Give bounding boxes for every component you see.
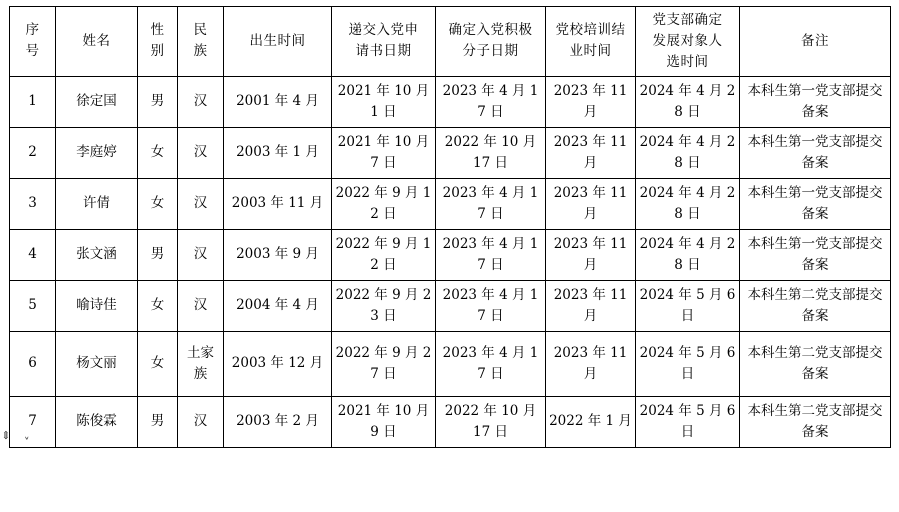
column-header-name (56, 7, 138, 77)
cell-gender: 女 (138, 127, 178, 178)
column-header-application-date (332, 7, 436, 77)
column-header-application-date-line-2: 请书日期 (355, 43, 412, 60)
table-row (10, 178, 891, 229)
cell-training-date: 2023 年 11 月 (546, 178, 636, 229)
cell-activist-date: 2023 年 4 月 17 日 (436, 331, 546, 396)
cell-activist-date: 2023 年 4 月 17 日 (436, 178, 546, 229)
column-header-gender-line-1: 性 (150, 22, 165, 39)
cell-training-date: 2023 年 11 月 (546, 331, 636, 396)
table-row (10, 76, 891, 127)
column-header-ethnicity (178, 7, 224, 77)
column-header-training-date (546, 7, 636, 77)
column-header-gender-line-2: 别 (150, 43, 165, 60)
cell-index: 3 (10, 178, 56, 229)
table-body (10, 76, 891, 447)
cell-ethnicity: 汉 (178, 396, 224, 447)
column-header-target-date-line-1: 党支部确定 (652, 12, 723, 28)
cell-index: 5 (10, 280, 56, 331)
cell-remarks: 本科生第一党支部提交备案 (740, 76, 891, 127)
cell-target-date: 2024 年 4 月 28 日 (636, 229, 740, 280)
cell-birthdate: 2001 年 4 月 (224, 76, 332, 127)
cell-name: 许倩 (56, 178, 138, 229)
cell-application-date: 2022 年 9 月 12 日 (332, 178, 436, 229)
cell-application-date: 2021 年 10 月 7 日 (332, 127, 436, 178)
cell-gender: 女 (138, 331, 178, 396)
cell-gender: 男 (138, 76, 178, 127)
cell-index: 4 (10, 229, 56, 280)
column-header-ethnicity-line-1: 民 (193, 22, 208, 39)
column-header-target-date-line-3: 选时间 (666, 53, 709, 70)
cell-birthdate: 2004 年 4 月 (224, 280, 332, 331)
cell-remarks: 本科生第一党支部提交备案 (740, 127, 891, 178)
cell-target-date: 2024 年 4 月 28 日 (636, 178, 740, 229)
cell-name: 徐定国 (56, 76, 138, 127)
column-header-remarks (740, 7, 891, 77)
cell-ethnicity: 汉 (178, 76, 224, 127)
document-page (0, 6, 899, 512)
cell-name: 陈俊霖 (56, 396, 138, 447)
cell-activist-date: 2023 年 4 月 17 日 (436, 76, 546, 127)
cell-name: 李庭婷 (56, 127, 138, 178)
column-header-training-date-line-1: 党校培训结 (555, 22, 626, 39)
cell-remarks: 本科生第一党支部提交备案 (740, 178, 891, 229)
cell-target-date: 2024 年 5 月 6 日 (636, 396, 740, 447)
cell-remarks: 本科生第二党支部提交备案 (740, 396, 891, 447)
table-row (10, 280, 891, 331)
cell-target-date: 2024 年 5 月 6 日 (636, 280, 740, 331)
cell-training-date: 2022 年 1 月 (546, 396, 636, 447)
cell-name: 杨文丽 (56, 331, 138, 396)
column-header-activist-date (436, 7, 546, 77)
cell-target-date: 2024 年 4 月 28 日 (636, 76, 740, 127)
table-row (10, 229, 891, 280)
cell-target-date: 2024 年 4 月 28 日 (636, 127, 740, 178)
cell-birthdate: 2003 年 1 月 (224, 127, 332, 178)
cell-ethnicity: 土家族 (178, 331, 224, 396)
column-header-target-date (636, 7, 740, 77)
cell-activist-date: 2023 年 4 月 17 日 (436, 280, 546, 331)
cell-ethnicity: 汉 (178, 127, 224, 178)
cell-remarks: 本科生第二党支部提交备案 (740, 280, 891, 331)
cell-birthdate: 2003 年 2 月 (224, 396, 332, 447)
cell-gender: 女 (138, 280, 178, 331)
column-header-application-date-line-1: 递交入党申 (348, 22, 419, 39)
cell-index: 1 (10, 76, 56, 127)
cell-activist-date: 2022 年 10 月 17 日 (436, 396, 546, 447)
column-header-target-date-line-2: 发展对象人 (652, 32, 723, 49)
column-header-index (10, 7, 56, 77)
cell-gender: 男 (138, 396, 178, 447)
column-header-index-line-2: 号 (25, 43, 40, 60)
cell-name: 张文涵 (56, 229, 138, 280)
cell-gender: 女 (138, 178, 178, 229)
column-header-ethnicity-line-2: 族 (193, 43, 208, 60)
resize-handle-icon: ⇕ (1, 429, 11, 442)
cell-training-date: 2023 年 11 月 (546, 127, 636, 178)
cell-application-date: 2022 年 9 月 12 日 (332, 229, 436, 280)
cell-index: 2 (10, 127, 56, 178)
party-member-development-table (9, 6, 891, 448)
column-header-index-line-1: 序 (25, 22, 40, 39)
cell-activist-date: 2022 年 10 月 17 日 (436, 127, 546, 178)
cell-application-date: 2022 年 9 月 23 日 (332, 280, 436, 331)
cell-birthdate: 2003 年 9 月 (224, 229, 332, 280)
cell-training-date: 2023 年 11 月 (546, 280, 636, 331)
cell-training-date: 2023 年 11 月 (546, 76, 636, 127)
cell-gender: 男 (138, 229, 178, 280)
cell-index: 6 (10, 331, 56, 396)
column-header-activist-date-line-2: 分子日期 (462, 43, 519, 60)
cell-birthdate: 2003 年 11 月 (224, 178, 332, 229)
column-header-training-date-line-2: 业时间 (569, 43, 612, 60)
cell-index: 7 (10, 396, 56, 447)
cell-name: 喻诗佳 (56, 280, 138, 331)
cell-ethnicity: 汉 (178, 280, 224, 331)
column-header-gender (138, 7, 178, 77)
row-resize-handle[interactable] (0, 430, 12, 456)
table-row (10, 127, 891, 178)
table-header-row (10, 7, 891, 77)
table-header (10, 7, 891, 77)
column-header-birthdate-line-1: 出生时间 (249, 32, 306, 49)
cell-training-date: 2023 年 11 月 (546, 229, 636, 280)
column-header-name-line-1: 姓名 (82, 32, 111, 49)
chevron-down-icon[interactable]: ˅ (24, 436, 30, 449)
cell-application-date: 2021 年 10 月 9 日 (332, 396, 436, 447)
cell-ethnicity: 汉 (178, 229, 224, 280)
table-row (10, 331, 891, 396)
cell-birthdate: 2003 年 12 月 (224, 331, 332, 396)
column-header-remarks-line-1: 备注 (801, 32, 829, 49)
cell-remarks: 本科生第一党支部提交备案 (740, 229, 891, 280)
table-row (10, 396, 891, 447)
cell-activist-date: 2023 年 4 月 17 日 (436, 229, 546, 280)
cell-ethnicity: 汉 (178, 178, 224, 229)
cell-application-date: 2022 年 9 月 27 日 (332, 331, 436, 396)
cell-remarks: 本科生第二党支部提交备案 (740, 331, 891, 396)
column-header-birthdate (224, 7, 332, 77)
column-header-activist-date-line-1: 确定入党积极 (448, 22, 533, 39)
cell-target-date: 2024 年 5 月 6 日 (636, 331, 740, 396)
cell-application-date: 2021 年 10 月 1 日 (332, 76, 436, 127)
